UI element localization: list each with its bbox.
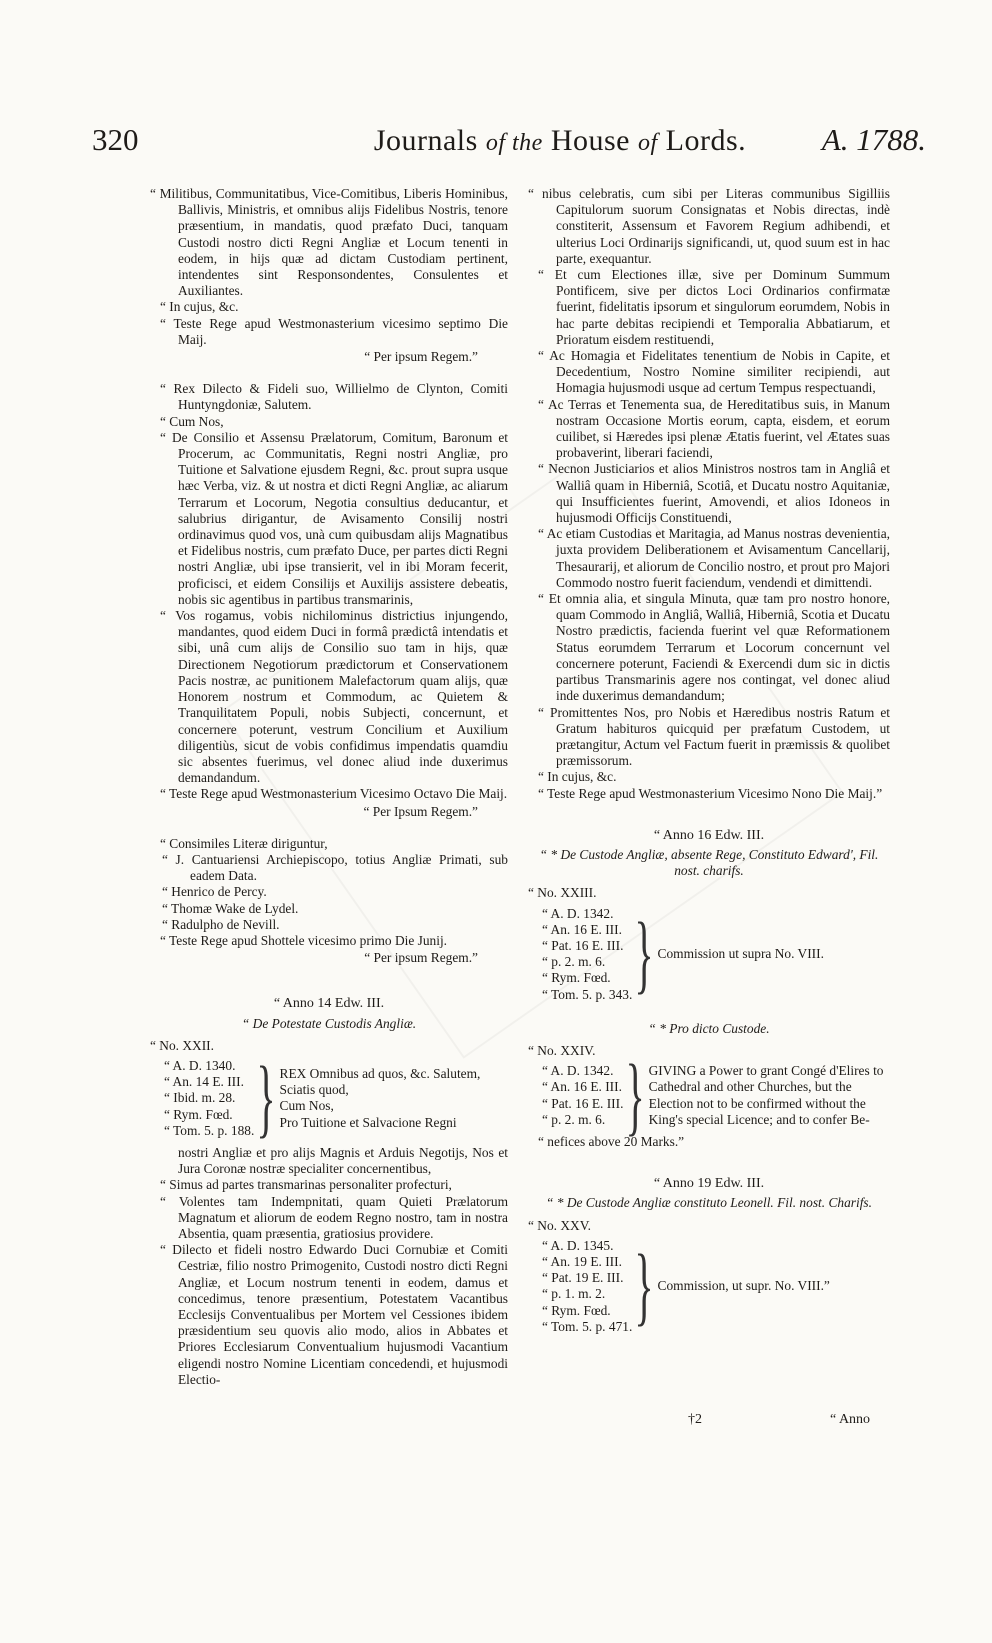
paragraph: “ Ac Terras et Tenementa sua, de Hereditatibus suis, in Manum nostram Occasione Mortis eorum, capta, eisdem, et eorum cuilibet, si Hæredes ipsi plenæ Ætatis fuerint, vel Ætates suas probaverint, liberari faciendi, (538, 396, 890, 461)
paragraph: “ Dilecto et fideli nostro Edwardo Duci Cornubiæ et Comiti Cestriæ, filio nostro Primogenito, Custodi nostro dicti Regni Angliæ, et Locum nostrum tenenti in eodem, damus et concedimus, tenore præsentium, Potestatem Vacantibus Ecclesijs Conventualibus per Mortem vel Cessiones ibidem præsidentium seu quovis alio modo, alios in Abbates et Priores Ecclesiarum Conventualium hujusmodi Vacantium eligendi nostro Nomine Licentiam concedendi, et hujusmodi Electio- (160, 1242, 508, 1387)
record-number: “ No. XXV. (528, 1217, 591, 1233)
section-subheading: “ * Pro dicto Custode. (648, 1020, 770, 1036)
paragraph: “ J. Cantuariensi Archiepiscopo, totius Angliæ Primati, sub eadem Data. (162, 851, 508, 884)
right-column (528, 186, 890, 1341)
paragraph: “ Cum Nos, (160, 413, 224, 429)
citation: “ An. 16 E. III. (542, 921, 622, 937)
paragraph: “ Volentes tam Indempnitati, quam Quieti Prælatorum Magnatum et aliorum de eodem Regno nostro, tam in nostra Absentia, quam præsentia, gratiosius providere. (160, 1193, 508, 1241)
paragraph: nostri Angliæ et pro alijs Magnis et Arduis Negotijs, Nos et Jura Coronæ nostræ specialiter concernentibus, (178, 1144, 508, 1177)
citation: “ An. 14 E. III. (164, 1074, 244, 1090)
citation: “ A. D. 1340. (164, 1057, 236, 1073)
paragraph: “ Militibus, Communitatibus, Vice-Comitibus, Liberis Hominibus, Ballivis, Ministris, et omnibus alijs Fidelibus Nostris, tenore præsentium, in mandatis, quod præfato Duci, tanquam Custodi nostro dicti Regni Angliæ et Locum tenenti in eodem, in hijs quæ ad dictam Custodiam pertinent, intendentes sint Responsondentes, Consulentes et Auxiliantes. (150, 186, 508, 299)
citation: “ A. D. 1342. (542, 905, 614, 921)
citation: “ An. 19 E. III. (542, 1253, 622, 1269)
page-number: 320 (92, 122, 139, 157)
citation: “ An. 16 E. III. (542, 1079, 622, 1095)
bracketed-text: GIVING a Power to grant Congé d'Elires to Cathedral and other Churches, but the Election not to be confirmed without the King's special Licence; and to confer Be- (648, 1063, 884, 1127)
line: REX Omnibus ad quos, &c. Salutem, (279, 1066, 481, 1082)
paragraph: “ Radulpho de Nevill. (162, 916, 280, 932)
citation: “ Pat. 16 E. III. (542, 937, 624, 953)
line: Pro Tuitione et Salvacione Regni (279, 1114, 457, 1130)
paragraph: “ Promittentes Nos, pro Nobis et Hæredibus nostris Ratum et Gratum habituros quicquid per præfatum Custodem, ut prætangitur, Actum vel Factum fuerit in præmissis & quolibet præmissorum. (538, 704, 890, 769)
record-number: “ No. XXIV. (528, 1042, 596, 1058)
signoff: “ Per Ipsum Regem.” (363, 803, 478, 819)
citation-list (528, 1238, 632, 1335)
citation-block (528, 1235, 890, 1335)
brace-icon: } (634, 903, 654, 1003)
citation: “ Rym. Fœd. (164, 1106, 233, 1122)
citation: “ Rym. Fœd. (542, 1302, 611, 1318)
title-word: of the (485, 130, 543, 156)
citation-list (528, 906, 632, 1003)
title-word: Lords. (665, 124, 747, 157)
citation: “ A. D. 1345. (542, 1237, 614, 1253)
citation: “ Tom. 5. p. 188. (164, 1122, 255, 1138)
section-subheading: “ De Potestate Custodis Angliæ. (241, 1015, 417, 1031)
page-header (0, 122, 992, 172)
page-year: A. 1788. (821, 122, 926, 157)
citation: “ p. 1. m. 2. (542, 1286, 606, 1302)
brace-icon: } (256, 1047, 276, 1147)
section-heading: “ Anno 16 Edw. III. (653, 827, 765, 843)
citation: “ p. 2. m. 6. (542, 1111, 606, 1127)
paragraph: “ In cujus, &c. (160, 299, 239, 315)
title-word: of (637, 130, 658, 156)
citation-block (150, 1047, 508, 1147)
section-heading: “ Anno 14 Edw. III. (273, 996, 385, 1012)
bracketed-text (280, 1066, 508, 1131)
citation: “ Rym. Fœd. (542, 970, 611, 986)
bracketed-text: Commission ut supra No. VIII. (657, 946, 824, 962)
section-subheading: “ * De Custode Angliæ, absente Rege, Constituto Edward', Fil. nost. charifs. (539, 846, 879, 879)
citation: “ Pat. 16 E. III. (542, 1095, 624, 1111)
paragraph: “ Ac Homagia et Fidelitates tenentium de Nobis in Capite, et Decedentium, Nostro Nomine similiter recipiendi, aut Homagia hujusmodi usque ad certum Tempus respectuandi, (538, 348, 890, 396)
paragraph: “ Henrico de Percy. (162, 884, 267, 900)
paragraph: “ Thomæ Wake de Lydel. (162, 900, 299, 916)
paragraph: “ Consimiles Literæ diriguntur, (160, 835, 328, 851)
paragraph: “ De Consilio et Assensu Prælatorum, Comitum, Baronum et Procerum, ac Communitatis, Regni nostri Angliæ, pro Tuitione et Salvatione ejusdem Regni, &c. prout supra usque hæc Verba, viz. & ut nostra et dicti Regni Angliæ, ac aliarum Terrarum et Locorum, Negotia consultius deducantur, et salubrius dirigantur, de Avisamento Consilij nostri ordinavimus quod vos, unà cum quibusdam alijs Magnatibus et Fidelibus nostris, cum præfato Duce, per partes dicti Regni nostri Angliæ, ubi ipse transierit, vel in ibi Moram fecerit, proficisci, et eidem Consilijs et Auxilijs assistere debeatis, nobis sic agentibus in partibus transmarinis, (160, 429, 508, 607)
citation-list (150, 1058, 254, 1139)
citation: “ Tom. 5. p. 343. (542, 986, 633, 1002)
brace-icon: } (634, 1235, 654, 1335)
paragraph: “ Et cum Electiones illæ, sive per Dominum Summum Pontificem, sive per dictos Loci Ordinarios confirmatæ fuerint, fidelitatis ipsorum et singulorum eorumdem, Nobis in hac parte debitas recipiendi et Temporalia Abbatiarum, et Prioratum eisdem restituendi, (538, 267, 890, 347)
paragraph: “ Vos rogamus, vobis nichilominus districtius injungendo, mandantes, quod eidem Duci in formâ prædictâ intendatis et sibi, unâ cum alijs de Consilio suo tam in hijs, quæ Directionem Negotiorum prædictorum et Conservationem Pacis nostræ, ac punitionem Malefactorum quam alijs, quæ Honorem nostrum et Commodum, ac Quietem & Tranquilitatem Populi, nobis Subjecti, concernunt, et concernere poterunt, vestrum Concilium et Auxilium diligentiùs, sicut de vobis confidimus impendatis quamdiu sic absentes fuerimus, vel donec aliud inde duxerimus demandandum. (160, 608, 508, 786)
paragraph: “ Teste Rege apud Westmonasterium vicesimo septimo Die Maij. (160, 315, 508, 347)
paragraph: “ Teste Rege apud Shottele vicesimo primo Die Junij. (160, 932, 448, 948)
bracketed-text: Commission, ut supr. No. VIII.” (657, 1278, 830, 1294)
signature-mark: †2 (688, 1412, 702, 1427)
paragraph: “ Necnon Justiciarios et alios Ministros nostros tam in Angliâ et Walliâ quam in Hiberniâ, Scotiâ, et Ducatu nostro Aquitaniæ, qui Insufficientes fuerint, Amovendi, et alios Idoneos in hujusmodi Officijs Constituendi, (538, 461, 890, 526)
catchword: “ Anno (830, 1412, 871, 1427)
paragraph: “ nibus celebratis, cum sibi per Literas communibus Sigilliis Capitulorum suorum Consignatas et Nobis directas, indè constiterit, Assensum et Favorem Regium adhibendi, et ulterius Loci Ordinarijs significandi, ut, quod suum est in hac parte, exequantur. (528, 186, 890, 266)
line: Cum Nos, (279, 1098, 334, 1114)
running-title (300, 124, 820, 158)
citation-block (528, 903, 890, 1003)
record-number: “ No. XXIII. (528, 885, 597, 901)
paragraph: “ Et omnia alia, et singula Minuta, quæ tam pro nostro honore, quam Commodo in Angliâ, Walliâ, Hiberniâ, Scotia et Ducatu Nostro prædictis, facienda fuerint vel quæ Reformationem Status eorumdem Terrarum et Locorum concernunt vel concernere poterunt, Faciendi & Exercendi dum sic in dictis partibus Transmarinis agere nos contingat, vel donec aliud inde duxerimus demandandum; (538, 591, 890, 704)
signoff: “ Per ipsum Regem.” (364, 349, 478, 365)
line: Sciatis quod, (279, 1082, 349, 1098)
citation: “ Ibid. m. 28. (164, 1090, 236, 1106)
paragraph: “ Rex Dilecto & Fideli suo, Willielmo de Clynton, Comiti Huntyngdoniæ, Salutem. (160, 381, 508, 413)
signoff: “ Per ipsum Regem.” (364, 950, 478, 966)
paragraph: “ nefices above 20 Marks.” (538, 1133, 685, 1149)
brace-icon: } (625, 1044, 645, 1144)
title-word: House (550, 124, 630, 157)
citation: “ Pat. 19 E. III. (542, 1270, 624, 1286)
left-column (150, 186, 508, 1388)
section-heading: “ Anno 19 Edw. III. (653, 1176, 765, 1192)
section-subheading: “ * De Custode Angliæ constituto Leonell. Fil. nost. Charifs. (546, 1195, 872, 1211)
record-number: “ No. XXII. (150, 1037, 214, 1053)
citation: “ Tom. 5. p. 471. (542, 1318, 633, 1334)
citation: “ p. 2. m. 6. (542, 954, 606, 970)
paragraph: “ Ac etiam Custodias et Maritagia, ad Manus nostras devenientia, juxta providem Deliberationem et Avisamentum Cancellarij, Thesaurarij, et aliorum de Concilio nostro, et prout pro Majori Commodo nostro fuerit faciendum, vendendi et dimittendi. (538, 526, 890, 590)
citation-list (528, 1063, 623, 1128)
paragraph: “ Simus ad partes transmarinas personaliter profecturi, (160, 1177, 452, 1193)
paragraph: “ Teste Rege apud Westmonasterium Vicesimo Octavo Die Maij. (160, 786, 508, 802)
title-word: Journals (373, 124, 478, 157)
paragraph: “ Teste Rege apud Westmonasterium Vicesimo Nono Die Maij.” (538, 785, 883, 801)
paragraph: “ In cujus, &c. (538, 769, 617, 785)
citation: “ A. D. 1342. (542, 1063, 614, 1079)
